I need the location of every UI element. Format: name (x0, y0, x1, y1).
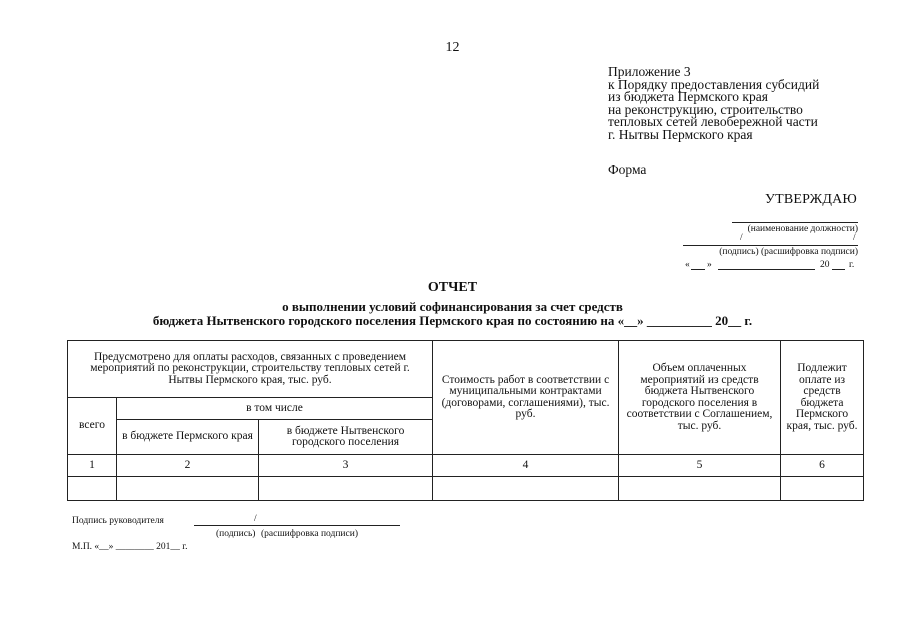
table-cell (259, 477, 433, 501)
column-number: 1 (68, 455, 117, 477)
approval-date-year-line (832, 269, 845, 270)
header-total: всего (68, 398, 117, 455)
column-number: 5 (619, 455, 781, 477)
approval-title: УТВЕРЖДАЮ (764, 192, 857, 207)
approval-date-open: « (685, 260, 690, 270)
approval-date-day-line (691, 269, 705, 270)
report-table (67, 340, 864, 501)
approval-date-close: » (707, 260, 712, 270)
header-including: в том числе (117, 398, 433, 420)
position-line (732, 222, 858, 223)
appendix-block (608, 66, 819, 142)
appendix-line: из бюджета Пермского края (608, 89, 768, 105)
approval-date-suffix: г. (849, 260, 855, 270)
column-number: 3 (259, 455, 433, 477)
column-number: 4 (433, 455, 619, 477)
position-caption: (наименование должности) (747, 224, 858, 234)
appendix-line: тепловых сетей левобережной части (608, 114, 818, 130)
head-signature-label: Подпись руководителя (72, 516, 164, 526)
table-cell (433, 477, 619, 501)
table-cell (781, 477, 864, 501)
signature-slash: / (740, 233, 743, 243)
stamp-date-line: М.П. «__» ________ 201__ г. (72, 542, 188, 552)
appendix-line: на реконструкцию, строительство (608, 101, 803, 117)
header-perm-budget: в бюджете Пермского края (117, 420, 259, 455)
header-planned: Предусмотрено для оплаты расходов, связанных с проведением мероприятий по реконструкции, строительству тепловых сетей г. Нытвы Пермского края, тыс. руб. (68, 341, 433, 398)
signature-caption: (подпись) (расшифровка подписи) (719, 247, 858, 257)
header-due: Подлежит оплате из средств бюджета Пермского края, тыс. руб. (781, 341, 864, 455)
table-cell (68, 477, 117, 501)
column-number: 2 (117, 455, 259, 477)
column-number: 6 (781, 455, 864, 477)
table-cell (619, 477, 781, 501)
report-subtitle-line2: бюджета Нытвенского городского поселения Пермского края по состоянию на «__» __________ 20__ г. (152, 313, 753, 328)
form-label: Форма (608, 162, 647, 177)
header-paid: Объем оплаченных мероприятий из средств бюджета Нытвенского городского поселения в соответствии с Соглашением, тыс. руб. (619, 341, 781, 455)
appendix-line: к Порядку предоставления субсидий (608, 76, 820, 92)
report-title: ОТЧЕТ (427, 280, 478, 295)
header-nytva-budget: в бюджете Нытвенского городского поселения (259, 420, 433, 455)
table-row-column-numbers (68, 455, 864, 477)
approval-date-month-line (718, 269, 815, 270)
report-subtitle-line1: о выполнении условий софинансирования за счет средств (282, 299, 623, 314)
page-number: 12 (445, 40, 460, 55)
header-cost: Стоимость работ в соответствии с муниципальными контрактами (договорами, соглашениями), тыс. руб. (433, 341, 619, 455)
signature-line (683, 245, 858, 246)
table-cell (117, 477, 259, 501)
approval-date-year: 20 (820, 260, 830, 270)
head-signature-caption: (подпись) (216, 529, 256, 539)
appendix-line: г. Нытвы Пермского края (608, 126, 753, 142)
appendix-line: Приложение 3 (608, 64, 691, 79)
table-row-empty (68, 477, 864, 501)
signature-slash-end: / (853, 233, 856, 243)
head-signature-line (194, 525, 400, 526)
head-transcript-caption: (расшифровка подписи) (261, 529, 358, 539)
head-signature-slash: / (254, 514, 257, 524)
